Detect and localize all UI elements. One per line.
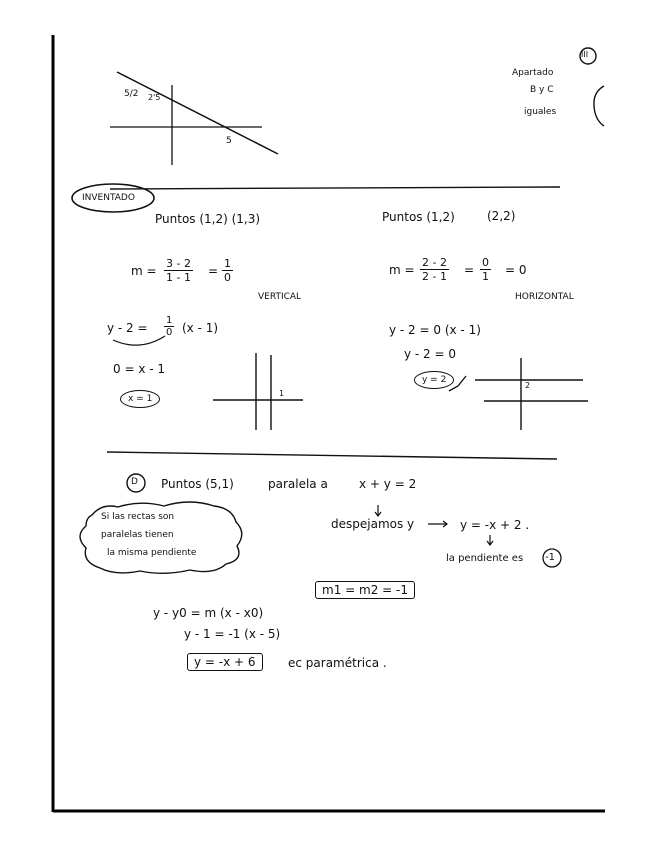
right-eq: = [464,263,475,277]
right-frac2-num: 0 [482,256,489,269]
left-eq: = [208,264,219,278]
right-kind: HORIZONTAL [515,292,574,302]
d-points: Puntos (5,1) [161,477,234,491]
top-graph-line [117,72,278,154]
right-result: y = 2 [414,371,454,389]
left-line-eq-suffix: (x - 1) [182,321,219,335]
left-fraction-2 [222,257,233,284]
d-line: x + y = 2 [359,477,417,491]
d-final-label: ec paramétrica . [288,656,387,670]
left-frac1-num: 3 - 2 [166,257,191,270]
right-frac2-den: 1 [482,270,489,283]
left-points: Puntos (1,2) (1,3) [155,212,261,226]
d-pendiente-value: -1 [545,552,555,563]
right-graph-label: 2 [525,381,531,390]
top-right-bracket [594,86,604,126]
right-fraction-2 [480,256,491,283]
top-right-note-line2: B y C [530,85,554,95]
d-despejamos: despejamos y [331,517,415,531]
top-graph-intercept-x: 5 [226,136,232,146]
left-fraction-1 [164,257,193,284]
right-line-eq-2: y - 2 = 0 [404,347,457,361]
separator-d [107,452,557,459]
d-substituted: y - 1 = -1 (x - 5) [184,627,281,641]
right-fraction-1 [420,256,449,283]
right-line-eq: y - 2 = 0 (x - 1) [389,323,481,337]
right-frac1-den: 2 - 1 [422,270,447,283]
left-frac2-num: 1 [224,257,231,270]
left-graph-label: 1 [279,389,285,398]
top-graph-intercept-y-decimal: 2'5 [148,93,161,102]
left-m-prefix: m = [131,264,157,278]
right-frac1-num: 2 - 2 [422,256,447,269]
corner-mark: III [581,50,589,59]
left-result: x = 1 [120,390,160,408]
right-points: Puntos (1,2) [382,210,455,224]
d-point-slope: y - y0 = m (x - x0) [153,606,264,620]
d-arrow-result: y = -x + 2 . [460,518,530,532]
left-curved-arrow [113,336,165,345]
cloud-note-line3: la misma pendiente [107,548,197,558]
left-frac2-den: 0 [224,271,231,284]
cloud-note-line2: paralelas tienen [101,530,174,540]
top-graph-intercept-y: 5/2 [124,89,139,99]
left-line-eq-prefix: y - 2 = [107,321,148,335]
left-line-frac-num: 1 [166,315,173,326]
left-kind: VERTICAL [258,292,302,302]
top-right-note-line3: iguales [524,107,557,117]
cloud-note-line1: Si las rectas son [101,512,175,522]
d-final-box: y = -x + 6 [187,653,263,671]
d-label: D [131,477,138,487]
left-zero-eq: 0 = x - 1 [113,362,166,376]
left-line-frac-den: 0 [166,327,173,338]
left-line-fraction [164,315,174,338]
right-eq-zero: = 0 [505,263,527,277]
right-m-prefix: m = [389,263,415,277]
d-pendiente-text: la pendiente es [446,553,524,564]
left-frac1-den: 1 - 1 [166,271,191,284]
separator-c [110,187,560,189]
d-parallel: paralela a [268,477,328,491]
top-right-note-line1: Apartado [512,68,554,78]
inventado-tag: INVENTADO [82,193,135,203]
d-slopes-box: m1 = m2 = -1 [315,581,415,599]
right-points-2: (2,2) [487,209,516,223]
